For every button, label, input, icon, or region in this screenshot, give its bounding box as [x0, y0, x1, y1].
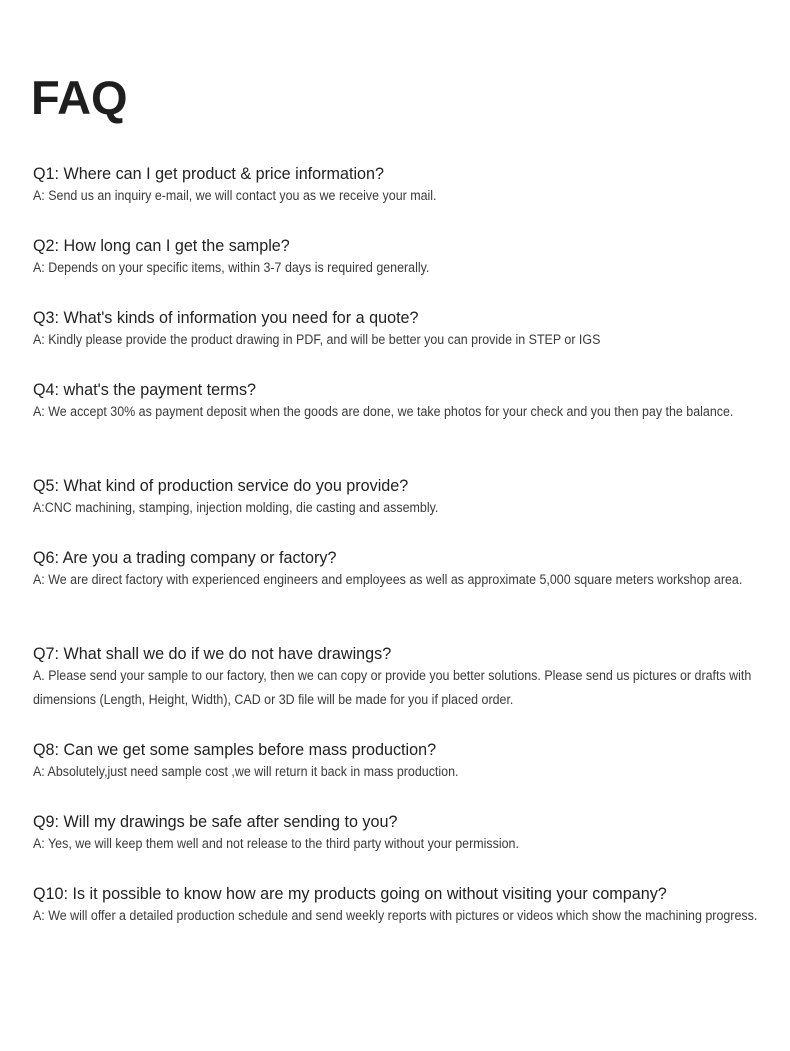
faq-item-9 — [33, 812, 773, 856]
faq-item-7 — [33, 644, 773, 712]
faq-question: Q5: What kind of production service do you provide? — [33, 476, 409, 495]
faq-question: Q6: Are you a trading company or factory? — [33, 548, 337, 567]
faq-answer: A. Please send your sample to our factory, then we can copy or provide you better solutions. Please send us pictures or drafts with dimensions (Length, Height, Width), CAD or 3D file will be made for you if placed order. — [33, 668, 752, 707]
faq-question: Q7: What shall we do if we do not have drawings? — [33, 644, 392, 663]
faq-question: Q2: How long can I get the sample? — [33, 236, 290, 255]
faq-answer: A: Send us an inquiry e-mail, we will contact you as we receive your mail. — [33, 188, 437, 203]
faq-item-2 — [33, 236, 773, 280]
faq-answer: A: We are direct factory with experienced engineers and employees as well as approximate 5,000 square meters workshop area. — [33, 572, 743, 587]
faq-item-10 — [33, 884, 773, 928]
faq-item-3 — [33, 308, 773, 352]
faq-question: Q8: Can we get some samples before mass production? — [33, 740, 437, 759]
faq-item-6 — [33, 548, 773, 592]
faq-answer: A: We accept 30% as payment deposit when the goods are done, we take photos for your check and you then pay the balance. — [33, 404, 734, 419]
faq-question: Q3: What's kinds of information you need for a quote? — [33, 308, 419, 327]
faq-answer: A: We will offer a detailed production schedule and send weekly reports with pictures or videos which show the machining progress. — [33, 908, 758, 923]
faq-answer: A: Absolutely,just need sample cost ,we will return it back in mass production. — [33, 764, 459, 779]
faq-answer: A: Kindly please provide the product drawing in PDF, and will be better you can provide in STEP or IGS — [33, 332, 601, 347]
faq-item-5 — [33, 476, 773, 520]
faq-item-1 — [33, 164, 773, 208]
page-title: FAQ — [31, 71, 128, 124]
faq-question: Q9: Will my drawings be safe after sending to you? — [33, 812, 398, 831]
faq-item-4 — [33, 380, 773, 424]
faq-answer: A:CNC machining, stamping, injection molding, die casting and assembly. — [33, 500, 439, 515]
faq-item-8 — [33, 740, 773, 784]
faq-question: Q10: Is it possible to know how are my products going on without visiting your company? — [33, 884, 667, 903]
faq-answer: A: Yes, we will keep them well and not release to the third party without your permission. — [33, 836, 519, 851]
faq-question: Q4: what's the payment terms? — [33, 380, 257, 399]
faq-answer: A: Depends on your specific items, within 3-7 days is required generally. — [33, 260, 430, 275]
faq-question: Q1: Where can I get product & price information? — [33, 164, 384, 183]
